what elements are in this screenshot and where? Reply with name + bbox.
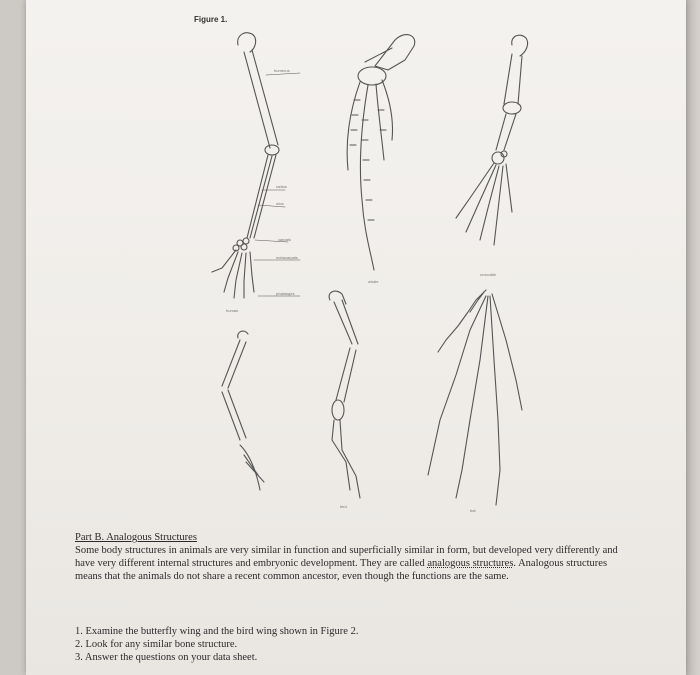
whale-flipper-illustration — [347, 35, 415, 270]
label-bird: bird — [340, 504, 347, 509]
step-item: 2. Look for any similar bone structure. — [75, 639, 238, 650]
analogous-structures-section — [75, 531, 635, 583]
label-radius: radius — [276, 184, 287, 189]
paragraph-text-1: Some body structures in animals are very similar in function and superficially similar in form, but developed very differently and have very different internal structures and embryonic development. They are called — [75, 545, 618, 569]
label-ulna: ulna — [276, 201, 284, 206]
label-whale: whale — [368, 279, 379, 284]
label-crocodile: crocodile — [480, 272, 497, 277]
section-paragraph — [75, 544, 635, 583]
section-heading: Part B. Analogous Structures — [75, 532, 197, 543]
paragraph-text-2: . Analogous structures means that the animals do not share a recent common ancestor, even though the functions are the same. — [75, 558, 608, 582]
crocodile-arm-illustration — [456, 35, 528, 245]
label-bat: bat — [470, 508, 476, 513]
step-item: 3. Answer the questions on your data sheet. — [75, 652, 258, 663]
figure-title: Figure 1. — [194, 15, 228, 24]
label-humerus: humerus — [274, 68, 290, 73]
label-phalanges: phalanges — [276, 291, 295, 296]
analogous-structures-term: analogous structures — [427, 558, 514, 569]
label-human: human — [226, 308, 239, 313]
step-item: 1. Examine the butterfly wing and the bird wing shown in Figure 2. — [75, 626, 359, 637]
label-carpals: carpals — [278, 237, 291, 242]
label-metacarpals: metacarpals — [276, 255, 298, 260]
instruction-steps — [75, 625, 635, 664]
lower-limb-illustration — [222, 331, 264, 490]
bat-wing-illustration — [428, 290, 522, 505]
bird-wing-illustration — [329, 291, 360, 498]
